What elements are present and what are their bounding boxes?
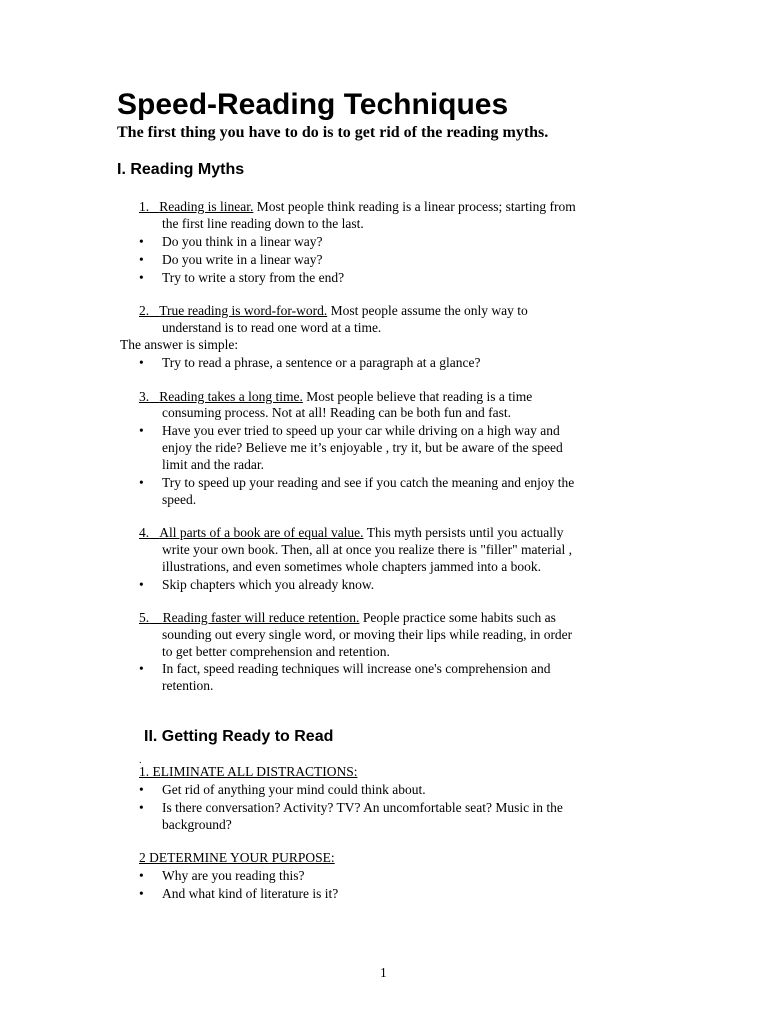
myth-3-line bbox=[139, 388, 532, 405]
myth-5-text-1: People practice some habits such as bbox=[359, 610, 556, 625]
myth-5-text-3: to get better comprehension and retention. bbox=[162, 644, 390, 659]
bullet-icon: • bbox=[139, 234, 144, 249]
list-item: Why are you reading this? bbox=[162, 868, 305, 883]
myth-4-heading: All parts of a book are of equal value. bbox=[159, 525, 364, 540]
item-2-heading: 2 DETERMINE YOUR PURPOSE: bbox=[139, 850, 335, 865]
list-item: And what kind of literature is it? bbox=[162, 886, 339, 901]
myth-5-text-2: sounding out every single word, or moving their lips while reading, in order bbox=[162, 627, 573, 642]
list-item-cont: retention. bbox=[162, 678, 214, 693]
list-item: Get rid of anything your mind could think about. bbox=[162, 782, 426, 797]
bullet-icon: • bbox=[139, 423, 144, 438]
section-1-heading: I. Reading Myths bbox=[117, 161, 245, 178]
myth-4-text-1: This myth persists until you actually bbox=[363, 525, 564, 540]
list-item: In fact, speed reading techniques will increase one's comprehension and bbox=[162, 661, 551, 676]
bullet-icon: • bbox=[139, 661, 144, 676]
myth-1-text-2: the first line reading down to the last. bbox=[162, 216, 364, 231]
bullet-icon: • bbox=[139, 475, 144, 490]
myth-3-heading: Reading takes a long time. bbox=[159, 389, 303, 404]
myth-3-text-1: Most people believe that reading is a time bbox=[302, 389, 533, 404]
myth-5-line bbox=[139, 609, 556, 626]
list-item-cont: speed. bbox=[162, 492, 197, 507]
section-2-heading: II. Getting Ready to Read bbox=[144, 728, 334, 745]
myth-1-text-1: Most people think reading is a linear process; starting from bbox=[253, 199, 576, 214]
myth-2-answer: The answer is simple: bbox=[120, 337, 239, 352]
myth-2-text-2: understand is to read one word at a time. bbox=[162, 320, 382, 335]
myth-5-number: 5. bbox=[139, 610, 150, 625]
item-1-heading: 1. ELIMINATE ALL DISTRACTIONS: bbox=[139, 764, 358, 779]
list-item: Do you think in a linear way? bbox=[162, 234, 323, 249]
bullet-icon: • bbox=[139, 868, 144, 883]
page-number: 1 bbox=[380, 965, 387, 980]
myth-4-text-2: write your own book. Then, all at once you realize there is "filler" material , bbox=[162, 542, 573, 557]
myth-2-number: 2. bbox=[139, 303, 150, 318]
bullet-icon: • bbox=[139, 577, 144, 592]
list-item: Try to write a story from the end? bbox=[162, 270, 345, 285]
myth-2-heading: True reading is word-for-word. bbox=[159, 303, 328, 318]
bullet-icon: • bbox=[139, 355, 144, 370]
section-2-dot: . bbox=[139, 755, 142, 766]
list-item-cont: limit and the radar. bbox=[162, 457, 264, 472]
myth-4-number: 4. bbox=[139, 525, 150, 540]
list-item: Do you write in a linear way? bbox=[162, 252, 323, 267]
list-item: Is there conversation? Activity? TV? An uncomfortable seat? Music in the bbox=[162, 800, 563, 815]
myth-5-heading: Reading faster will reduce retention. bbox=[162, 610, 360, 625]
myth-4-text-3: illustrations, and even sometimes whole chapters jammed into a book. bbox=[162, 559, 542, 574]
myth-1-number: 1. bbox=[139, 199, 150, 214]
page-title: Speed-Reading Techniques bbox=[117, 88, 509, 121]
myth-3-text-2: consuming process. Not at all! Reading can be both fun and fast. bbox=[162, 405, 512, 420]
myth-1-heading: Reading is linear. bbox=[159, 199, 254, 214]
myth-3-number: 3. bbox=[139, 389, 150, 404]
page-subtitle: The first thing you have to do is to get rid of the reading myths. bbox=[117, 124, 549, 141]
bullet-icon: • bbox=[139, 886, 144, 901]
bullet-icon: • bbox=[139, 270, 144, 285]
list-item: Skip chapters which you already know. bbox=[162, 577, 375, 592]
bullet-icon: • bbox=[139, 782, 144, 797]
list-item-cont: background? bbox=[162, 817, 232, 832]
bullet-icon: • bbox=[139, 252, 144, 267]
myth-2-line bbox=[139, 302, 528, 319]
list-item: Try to read a phrase, a sentence or a paragraph at a glance? bbox=[162, 355, 481, 370]
list-item: Try to speed up your reading and see if you catch the meaning and enjoy the bbox=[162, 475, 575, 490]
bullet-icon: • bbox=[139, 800, 144, 815]
myth-1-line bbox=[139, 198, 576, 215]
list-item: Have you ever tried to speed up your car while driving on a high way and bbox=[162, 423, 560, 438]
myth-2-text-1: Most people assume the only way to bbox=[327, 303, 528, 318]
list-item-cont: enjoy the ride? Believe me it’s enjoyable , try it, but be aware of the speed bbox=[162, 440, 563, 455]
myth-4-line bbox=[139, 524, 564, 541]
